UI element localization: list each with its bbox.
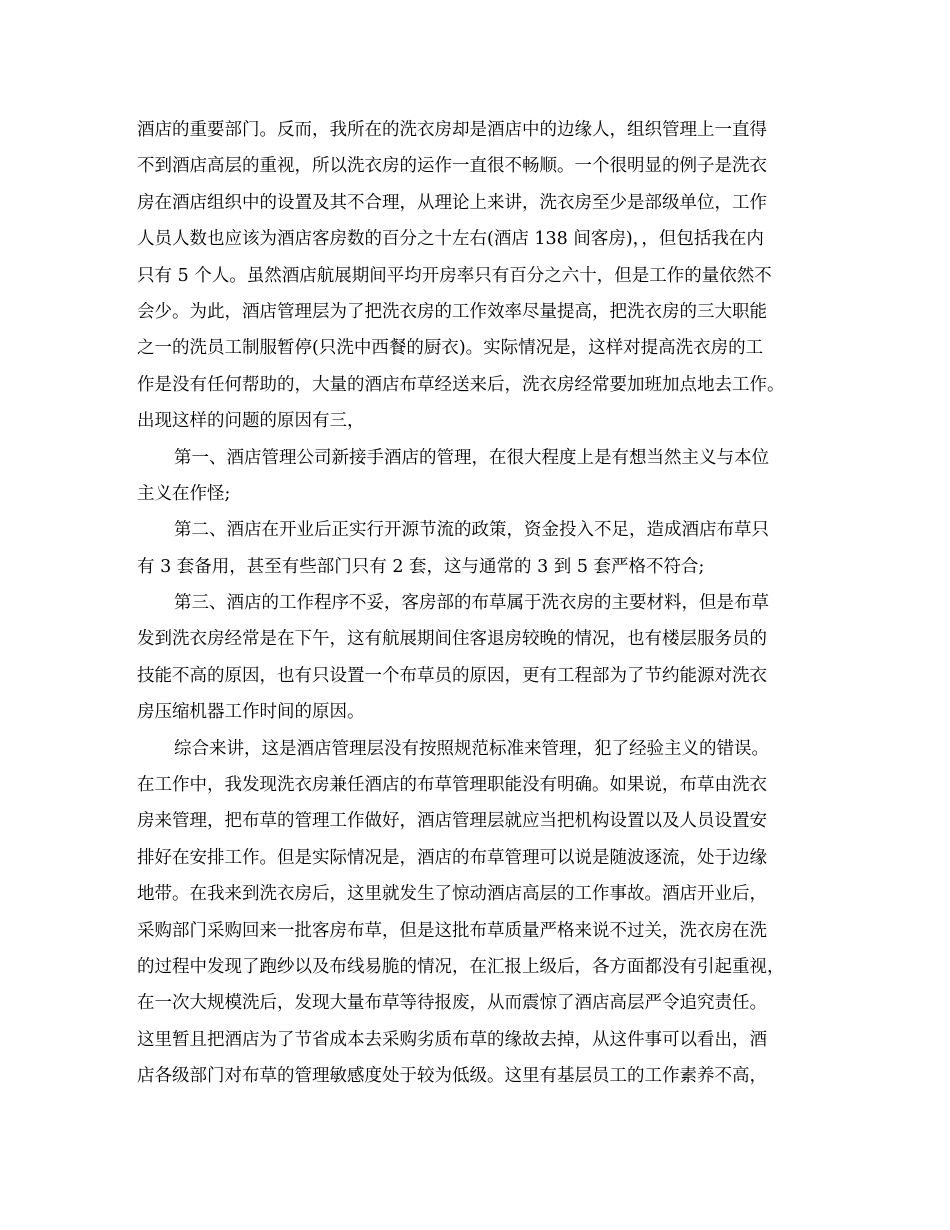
paragraph-first-line: 第二、酒店在开业后正实行开源节流的政策，资金投入不足，造成酒店布草只 <box>174 520 769 541</box>
text-line: 之一的洗员工制服暂停(只洗中西餐的厨衣)。实际情况是，这样对提高洗衣房的工 <box>137 338 764 359</box>
text-line: 人员人数也应该为酒店客房数的百分之十左右(酒店 138 间客房)，，但包括我在内 <box>137 229 764 250</box>
text-line: 这里暂且把酒店为了节省成本去采购劣质布草的缘故去掉，从这件事可以看出，酒 <box>137 1029 767 1050</box>
text-line: 房压缩机器工作时间的原因。 <box>137 702 365 723</box>
text-line: 采购部门采购回来一批客房布草，但是这批布草质量严格来说不过关，洗衣房在洗 <box>137 920 767 941</box>
text-line: 房来管理，把布草的管理工作做好，酒店管理层就应当把机构设置以及人员设置安 <box>137 811 767 832</box>
text-line: 技能不高的原因，也有只设置一个布草员的原因，更有工程部为了节约能源对洗衣 <box>137 665 767 686</box>
text-line: 房在酒店组织中的设置及其不合理，从理论上来讲，洗衣房至少是部级单位，工作 <box>137 192 767 213</box>
text-line: 只有 5 个人。虽然酒店航展期间平均开房率只有百分之六十，但是工作的量依然不 <box>137 265 772 286</box>
document-body <box>137 112 817 1095</box>
text-line: 发到洗衣房经常是在下午，这有航展期间住客退房较晚的情况，也有楼层服务员的 <box>137 629 767 650</box>
text-line: 作是没有任何帮助的，大量的酒店布草经送来后，洗衣房经常要加班加点地去工作。 <box>137 374 785 395</box>
text-line: 店各级部门对布草的管理敏感度处于较为低级。这里有基层员工的工作素养不高， <box>137 1066 767 1087</box>
text-line: 有 3 套备用，甚至有些部门只有 2 套，这与通常的 3 到 5 套严格不符合; <box>137 556 705 577</box>
text-line: 地带。在我来到洗衣房后，这里就发生了惊动酒店高层的工作事故。酒店开业后， <box>137 884 767 905</box>
text-line: 在工作中，我发现洗衣房兼任酒店的布草管理职能没有明确。如果说，布草由洗衣 <box>137 775 767 796</box>
text-line: 的过程中发现了跑纱以及布线易脆的情况，在汇报上级后，各方面都没有引起重视， <box>137 956 785 977</box>
text-line: 出现这样的问题的原因有三， <box>137 411 365 432</box>
paragraph-first-line: 综合来讲，这是酒店管理层没有按照规范标准来管理，犯了经验主义的错误。 <box>174 738 769 759</box>
text-line: 不到酒店高层的重视，所以洗衣房的运作一直很不畅顺。一个很明显的例子是洗衣 <box>137 156 767 177</box>
text-line: 在一次大规模洗后，发现大量布草等待报废，从而震惊了酒店高层严令追究责任。 <box>137 993 767 1014</box>
paragraph-first-line: 第三、酒店的工作程序不妥，客房部的布草属于洗衣房的主要材料，但是布草 <box>174 593 769 614</box>
paragraph-first-line: 第一、酒店管理公司新接手酒店的管理，在很大程度上是有想当然主义与本位 <box>174 447 769 468</box>
text-line: 会少。为此，酒店管理层为了把洗衣房的工作效率尽量提高，把洗衣房的三大职能 <box>137 301 767 322</box>
text-line: 排好在安排工作。但是实际情况是，酒店的布草管理可以说是随波逐流，处于边缘 <box>137 847 767 868</box>
text-line: 酒店的重要部门。反而，我所在的洗衣房却是酒店中的边缘人，组织管理上一直得 <box>137 120 767 140</box>
text-line: 主义在作怪; <box>137 483 231 504</box>
